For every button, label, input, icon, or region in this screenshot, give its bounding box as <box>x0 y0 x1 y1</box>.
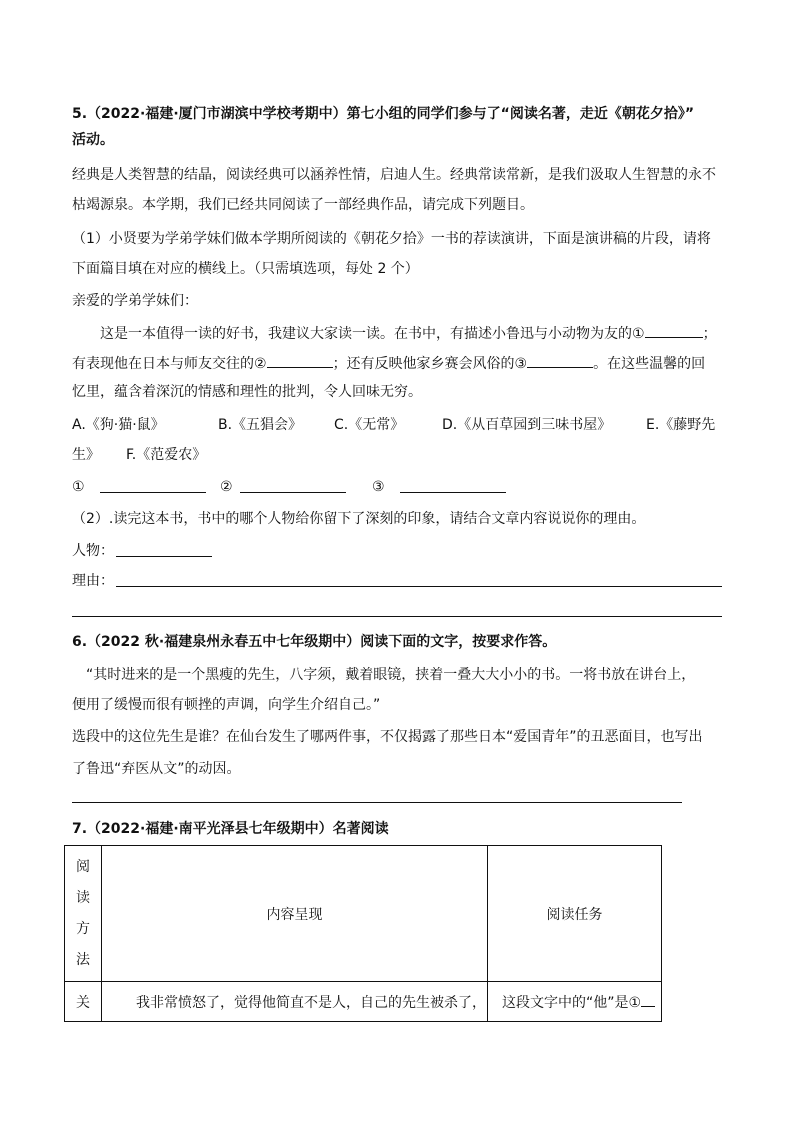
q6-ask-line2: 了鲁迅“弃医从文”的动因。 <box>72 761 241 777</box>
q6-answer-line[interactable] <box>72 802 682 803</box>
answer-label-2: ② <box>220 479 233 495</box>
answer-line-3[interactable] <box>400 492 506 493</box>
q5-part1-line1: （1）小贤要为学弟学妹们做本学期所阅读的《朝花夕拾》一书的荐读演讲，下面是演讲稿的片段，请将 <box>72 231 711 247</box>
header-content: 内容呈现 <box>102 846 488 982</box>
option-a: A.《狗·猫·鼠》 <box>72 417 165 433</box>
method-char-3: 方 <box>76 920 90 937</box>
blank-3[interactable] <box>527 351 593 368</box>
speech-text-a-end: ； <box>702 326 717 342</box>
method-char-4: 法 <box>76 951 90 968</box>
blank-1[interactable] <box>645 321 703 338</box>
speech-text-a: 这是一本值得一读的好书，我建议大家读一读。在书中，有描述小鲁迅与小动物为友的① <box>100 326 645 342</box>
q5-greeting: 亲爱的学弟学妹们： <box>72 293 198 309</box>
row1-content: 我非常愤怒了，觉得他简直不是人，自己的先生被杀了， <box>102 982 488 1022</box>
option-b: B.《五猖会》 <box>218 417 303 433</box>
row1-task-text: 这段文字中的“他”是① <box>502 994 642 1011</box>
q5-part2: （2）.读完这本书，书中的哪个人物给你留下了深刻的印象，请结合文章内容说说你的理由。 <box>72 511 646 527</box>
option-d: D.《从百草园到三味书屋》 <box>442 417 612 433</box>
speech-text-b: 有表现他在日本与师友交往的② <box>72 356 267 372</box>
method-char-2: 读 <box>76 889 90 906</box>
blank-2[interactable] <box>267 351 333 368</box>
answer-label-1: ① <box>72 479 85 495</box>
answer-line-2[interactable] <box>240 492 346 493</box>
reason-label: 理由： <box>72 573 114 589</box>
q5-speech-line1 <box>100 321 717 345</box>
header-task: 阅读任务 <box>488 846 662 982</box>
q5-title-line2: 活动。 <box>72 132 114 148</box>
option-e: E.《藤野先 <box>646 417 716 433</box>
reading-method-table <box>64 845 662 1022</box>
q6-title: 6.（2022 秋·福建泉州永春五中七年级期中）阅读下面的文字，按要求作答。 <box>72 634 557 650</box>
header-reading-method <box>65 846 102 982</box>
reason-answer-line[interactable] <box>116 586 722 587</box>
row1-task-blank[interactable] <box>641 992 655 1007</box>
speech-text-b-end: 。在这些温馨的回 <box>593 356 706 372</box>
person-answer-line[interactable] <box>116 556 212 557</box>
q5-intro-line2: 枯竭源泉。本学期，我们已经共同阅读了一部经典作品，请完成下列题目。 <box>72 197 534 213</box>
answer-line-1[interactable] <box>100 492 206 493</box>
q6-quote-line1: “其时进来的是一个黑瘦的先生，八字须，戴着眼镜，挟着一叠大大小小的书。一将书放在讲台上， <box>86 667 696 683</box>
person-label: 人物： <box>72 543 114 559</box>
q7-title: 7.（2022·福建·南平光泽县七年级期中）名著阅读 <box>72 821 389 837</box>
answer-label-3: ③ <box>372 479 385 495</box>
q5-intro-line1: 经典是人类智慧的结晶，阅读经典可以涵养性情，启迪人生。经典常读常新，是我们汲取人生智慧的永不 <box>72 167 716 183</box>
table-row <box>65 982 662 1022</box>
q6-quote-line2: 便用了缓慢而很有顿挫的声调，向学生介绍自己。” <box>72 697 381 713</box>
option-f: F.《范爱农》 <box>126 447 207 463</box>
speech-text-b-mid: ；还有反映他家乡赛会风俗的③ <box>332 356 528 372</box>
q5-speech-line2 <box>72 351 705 375</box>
q5-title-line1: 5.（2022·福建·厦门市湖滨中学校考期中）第七小组的同学们参与了“阅读名著，走近《朝花夕拾》” <box>72 106 695 122</box>
option-e-cont: 生》 <box>72 447 100 463</box>
method-char-1: 阅 <box>76 858 90 875</box>
q6-ask-line1: 选段中的这位先生是谁？在仙台发生了哪两件事，不仅揭露了那些日本“爱国青年”的丑恶面目，也写出 <box>72 729 703 745</box>
q5-part1-line2: 下面篇目填在对应的横线上。（只需填选项，每处 2 个） <box>72 261 419 277</box>
table-header-row <box>65 846 662 982</box>
row1-method: 关 <box>65 982 102 1022</box>
q5-speech-line3: 忆里，蕴含着深沉的情感和理性的批判，令人回味无穷。 <box>72 384 422 400</box>
option-c: C.《无常》 <box>334 417 405 433</box>
row1-task <box>488 982 662 1022</box>
reason-answer-line-2[interactable] <box>72 616 722 617</box>
